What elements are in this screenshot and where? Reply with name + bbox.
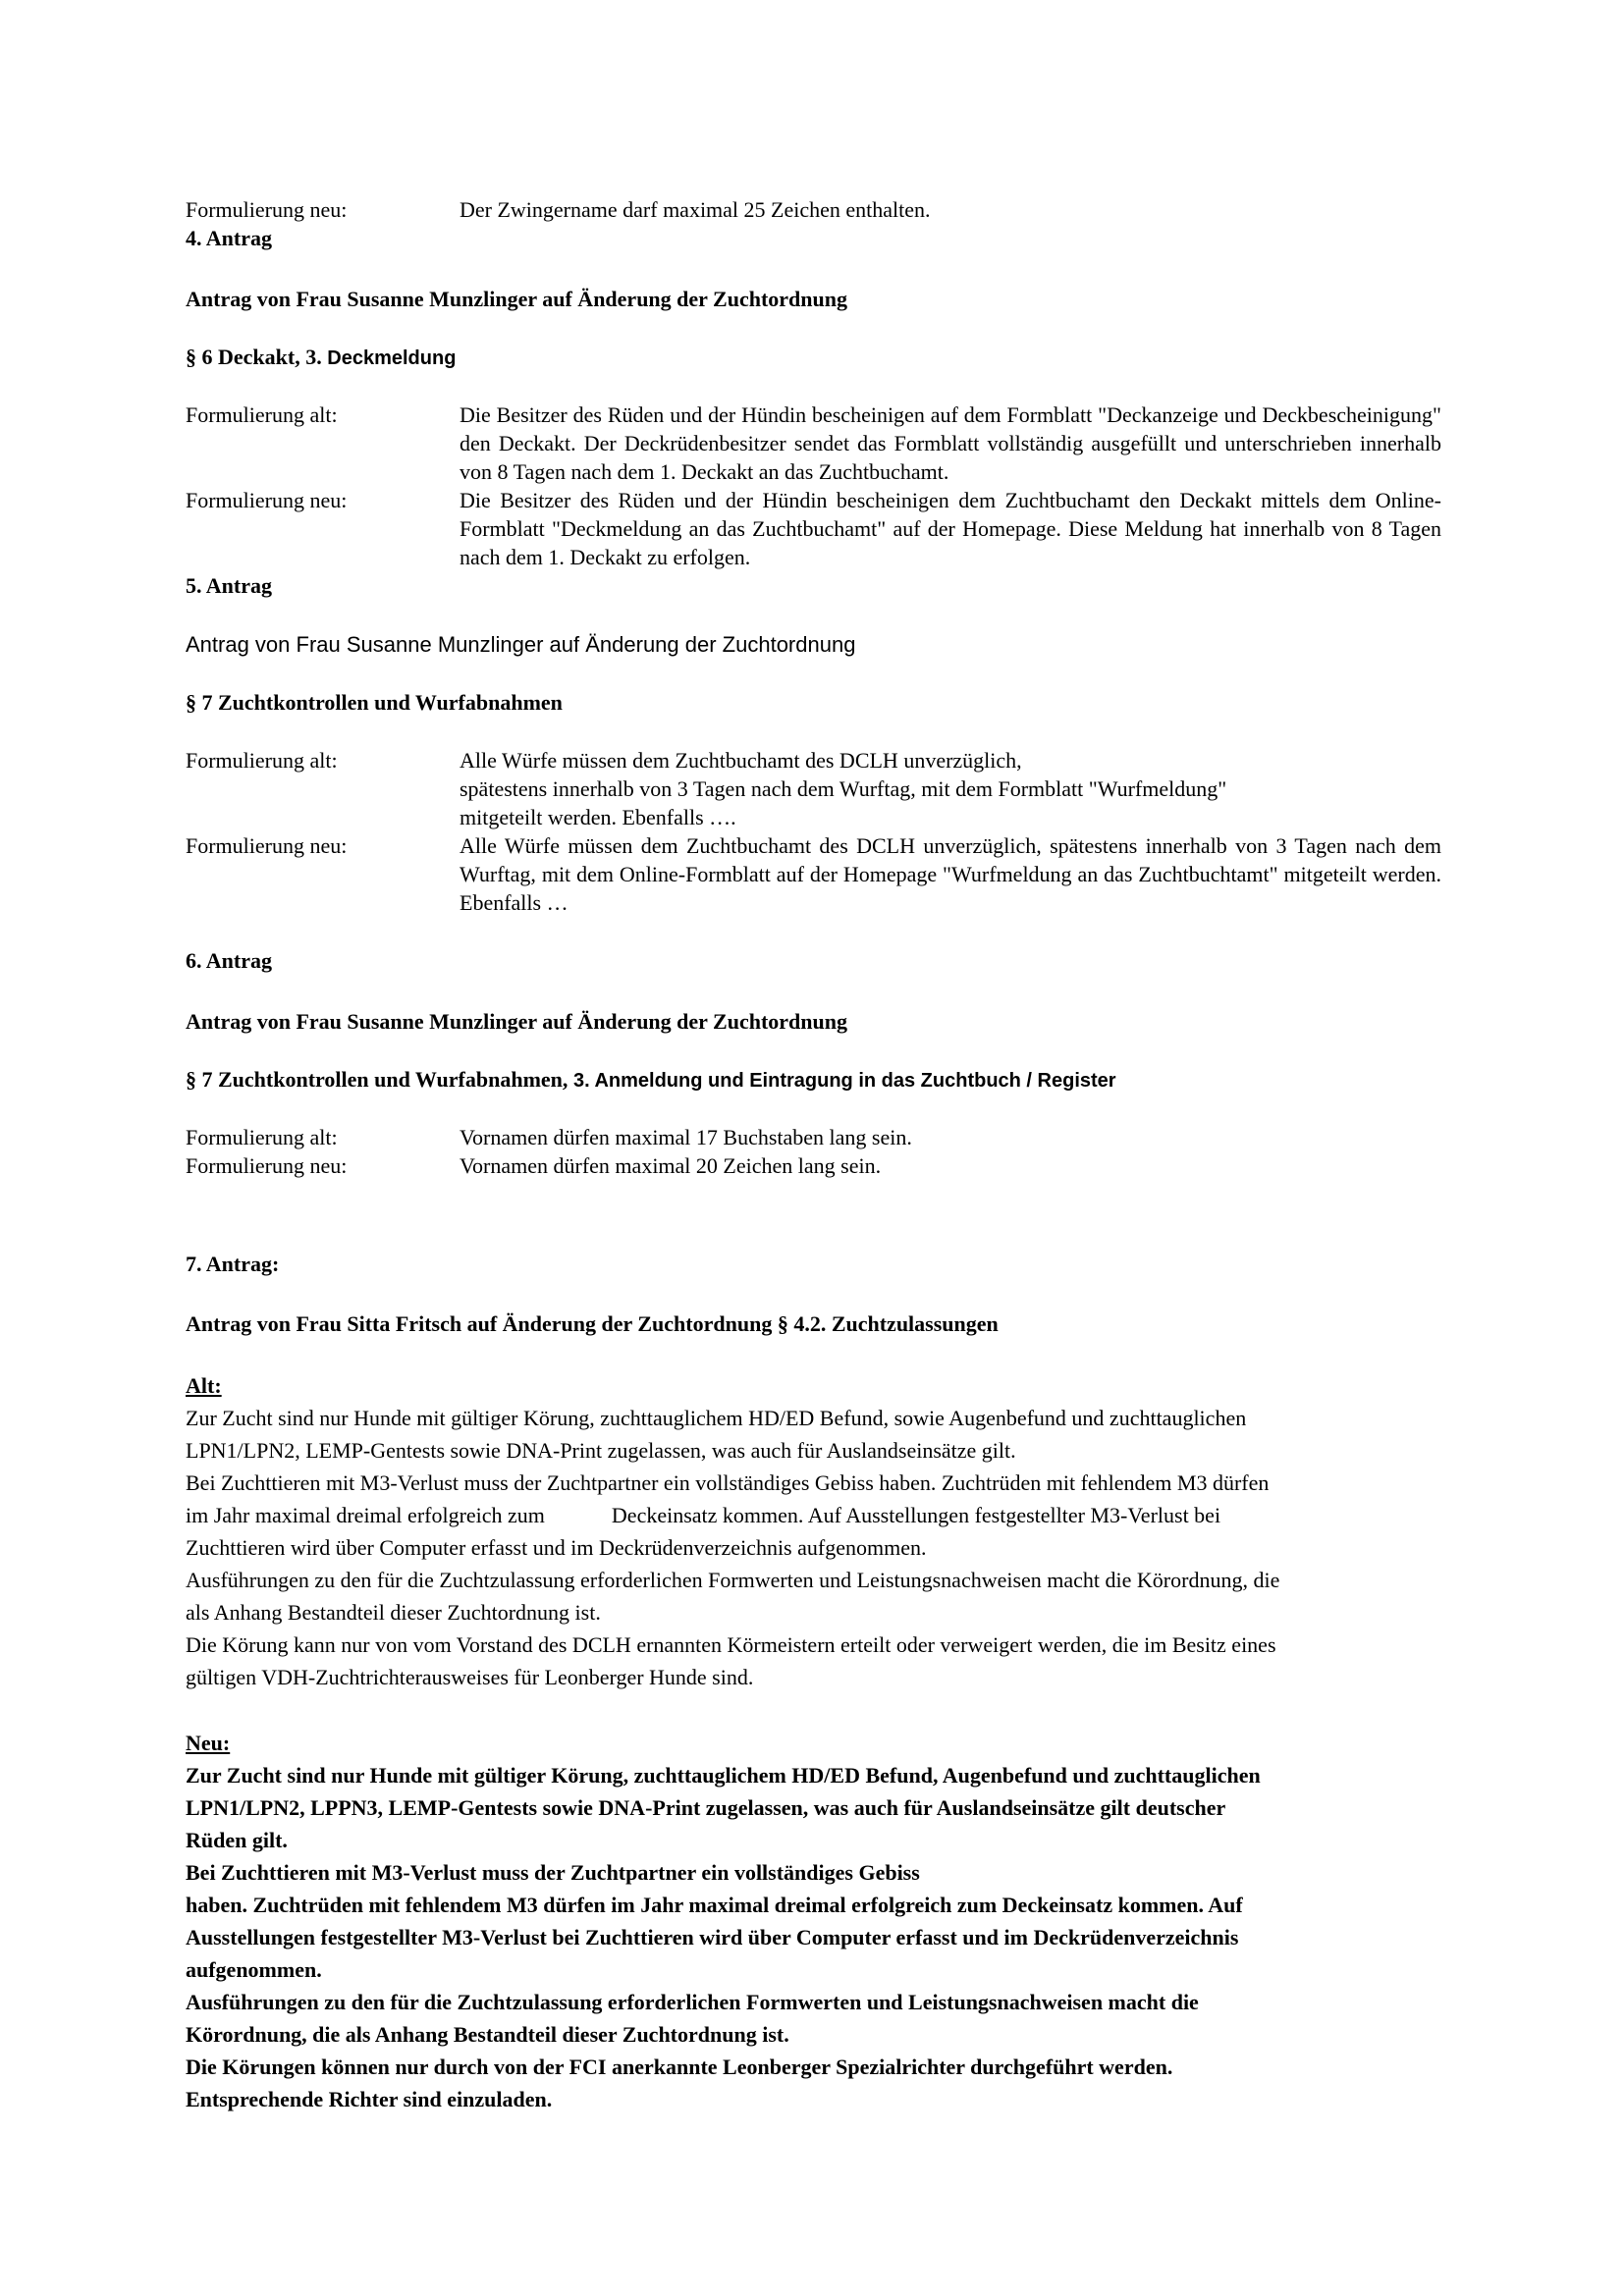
antrag7-alt-line: gültigen VDH-Zuchtrichterausweises für Leonberger Hunde sind.	[186, 1665, 754, 1689]
antrag4-number: 4. Antrag	[186, 226, 272, 250]
antrag7-alt-line: LPN1/LPN2, LEMP-Gentests sowie DNA-Print zugelassen, was auch für Auslandseinsätze gilt.	[186, 1438, 1016, 1463]
antrag4-title: Antrag von Frau Susanne Munzlinger auf Änderung der Zuchtordnung	[186, 287, 847, 311]
antrag7-neu-line: Bei Zuchttieren mit M3-Verlust muss der Zuchtpartner ein vollständiges Gebiss	[186, 1860, 920, 1885]
antrag7-neu-line: Körordnung, die als Anhang Bestandteil dieser Zuchtordnung ist.	[186, 2022, 789, 2047]
antrag5-number: 5. Antrag	[186, 573, 272, 598]
antrag7-neu-line: Zur Zucht sind nur Hunde mit gültiger Körung, zuchttauglichem HD/ED Befund, Augenbefund und zuchttauglichen	[186, 1763, 1261, 1788]
antrag5-neu-text: Alle Würfe müssen dem Zuchtbuchamt des DCLH unverzüglich, spätestens innerhalb von 3 Tagen nach dem Wurftag, mit dem Online-Formblatt auf der Homepage "Wurfmeldung an das Zuchtbuchtamt" mitgeteilt werden. Ebenfalls …	[460, 833, 1441, 915]
antrag6-alt-label: Formulierung alt:	[186, 1125, 338, 1149]
antrag6-neu-text: Vornamen dürfen maximal 20 Zeichen lang sein.	[460, 1153, 882, 1178]
antrag7-neu-line: LPN1/LPN2, LPPN3, LEMP-Gentests sowie DNA-Print zugelassen, was auch für Auslandseinsätze gilt deutscher	[186, 1795, 1226, 1820]
antrag6-alt-text: Vornamen dürfen maximal 17 Buchstaben lang sein.	[460, 1125, 912, 1149]
antrag4-paragraph	[186, 343, 456, 373]
antrag5-alt-text	[460, 746, 1441, 831]
antrag6-title: Antrag von Frau Susanne Munzlinger auf Änderung der Zuchtordnung	[186, 1009, 847, 1034]
antrag4-neu-label: Formulierung neu:	[186, 488, 348, 512]
antrag5-alt-line: spätestens innerhalb von 3 Tagen nach dem Wurftag, mit dem Formblatt "Wurfmeldung"	[460, 776, 1227, 801]
antrag7-alt-line: als Anhang Bestandteil dieser Zuchtordnung ist.	[186, 1600, 601, 1625]
antrag7-alt-line: Zur Zucht sind nur Hunde mit gültiger Körung, zuchttauglichem HD/ED Befund, sowie Augenbefund und zuchttauglichen	[186, 1406, 1247, 1430]
antrag6-paragraph-section: § 7 Zuchtkontrollen und Wurfabnahmen,	[186, 1067, 568, 1092]
intro-text: Der Zwingername darf maximal 25 Zeichen enthalten.	[460, 197, 931, 222]
antrag4-paragraph-section: § 6 Deckakt, 3.	[186, 345, 322, 369]
intro-label: Formulierung neu:	[186, 197, 348, 222]
antrag4-neu-text: Die Besitzer des Rüden und der Hündin bescheinigen dem Zuchtbuchamt den Deckakt mittels dem Online-Formblatt "Deckmeldung an das Zuchtbuchamt" auf der Homepage. Diese Meldung hat innerhalb von 8 Tagen nach dem 1. Deckakt zu erfolgen.	[460, 488, 1441, 569]
antrag7-neu-line: Entsprechende Richter sind einzuladen.	[186, 2087, 553, 2111]
antrag5-neu-label: Formulierung neu:	[186, 833, 348, 858]
antrag5-alt-line: mitgeteilt werden. Ebenfalls ….	[460, 805, 736, 829]
antrag7-neu-line: Rüden gilt.	[186, 1828, 288, 1852]
antrag7-alt-line-split	[186, 1499, 1452, 1531]
antrag7-alt-line-part: Deckeinsatz kommen. Auf Ausstellungen festgestellter M3-Verlust bei	[611, 1503, 1221, 1527]
antrag7-neu-line: Ausführungen zu den für die Zuchtzulassung erforderlichen Formwerten und Leistungsnachweisen macht die	[186, 1990, 1199, 2014]
antrag7-neu-block	[186, 1727, 1452, 2115]
antrag7-neu-line: aufgenommen.	[186, 1957, 322, 1982]
antrag7-alt-line: Ausführungen zu den für die Zuchtzulassung erforderlichen Formwerten und Leistungsnachweisen macht die Körordnung, die	[186, 1568, 1280, 1592]
antrag5-alt-label: Formulierung alt:	[186, 748, 338, 773]
antrag7-neu-line: haben. Zuchtrüden mit fehlendem M3 dürfen im Jahr maximal dreimal erfolgreich zum Deckeinsatz kommen. Auf	[186, 1893, 1243, 1917]
antrag4-alt-label: Formulierung alt:	[186, 402, 338, 427]
antrag5-title: Antrag von Frau Susanne Munzlinger auf Änderung der Zuchtordnung	[186, 632, 856, 657]
antrag7-alt-block	[186, 1369, 1452, 1693]
antrag7-number: 7. Antrag:	[186, 1252, 280, 1276]
antrag6-number: 6. Antrag	[186, 948, 272, 973]
antrag5-paragraph: § 7 Zuchtkontrollen und Wurfabnahmen	[186, 690, 563, 715]
antrag7-neu-heading: Neu:	[186, 1731, 231, 1755]
antrag4-alt-text: Die Besitzer des Rüden und der Hündin bescheinigen auf dem Formblatt "Deckanzeige und Deckbescheinigung" den Deckakt. Der Deckrüdenbesitzer sendet das Formblatt vollständig ausgefüllt und unterschrieben innerhalb von 8 Tagen nach dem 1. Deckakt an das Zuchtbuchamt.	[460, 402, 1441, 484]
antrag7-neu-line: Die Körungen können nur durch von der FCI anerkannte Leonberger Spezialrichter durchgeführt werden.	[186, 2055, 1173, 2079]
antrag7-alt-line: Zuchttieren wird über Computer erfasst und im Deckrüdenverzeichnis aufgenommen.	[186, 1535, 927, 1560]
antrag7-alt-line: Die Körung kann nur von vom Vorstand des DCLH ernannten Körmeistern erteilt oder verweigert werden, die im Besitz eines	[186, 1632, 1276, 1657]
antrag4-paragraph-title: Deckmeldung	[321, 347, 457, 369]
antrag6-paragraph-title: 3. Anmeldung und Eintragung in das Zuchtbuch / Register	[568, 1070, 1116, 1092]
antrag6-paragraph	[186, 1065, 1116, 1095]
antrag5-alt-line: Alle Würfe müssen dem Zuchtbuchamt des DCLH unverzüglich,	[460, 748, 1022, 773]
antrag6-neu-label: Formulierung neu:	[186, 1153, 348, 1178]
antrag7-title: Antrag von Frau Sitta Fritsch auf Änderung der Zuchtordnung § 4.2. Zuchtzulassungen	[186, 1311, 999, 1336]
antrag7-alt-line: Bei Zuchttieren mit M3-Verlust muss der Zuchtpartner ein vollständiges Gebiss haben. Zuchtrüden mit fehlendem M3 dürfen	[186, 1470, 1270, 1495]
antrag7-alt-line-part: im Jahr maximal dreimal erfolgreich zum	[186, 1503, 545, 1527]
antrag7-alt-heading: Alt:	[186, 1373, 222, 1398]
antrag7-neu-line: Ausstellungen festgestellter M3-Verlust bei Zuchttieren wird über Computer erfasst und im Deckrüdenverzeichnis	[186, 1925, 1239, 1949]
